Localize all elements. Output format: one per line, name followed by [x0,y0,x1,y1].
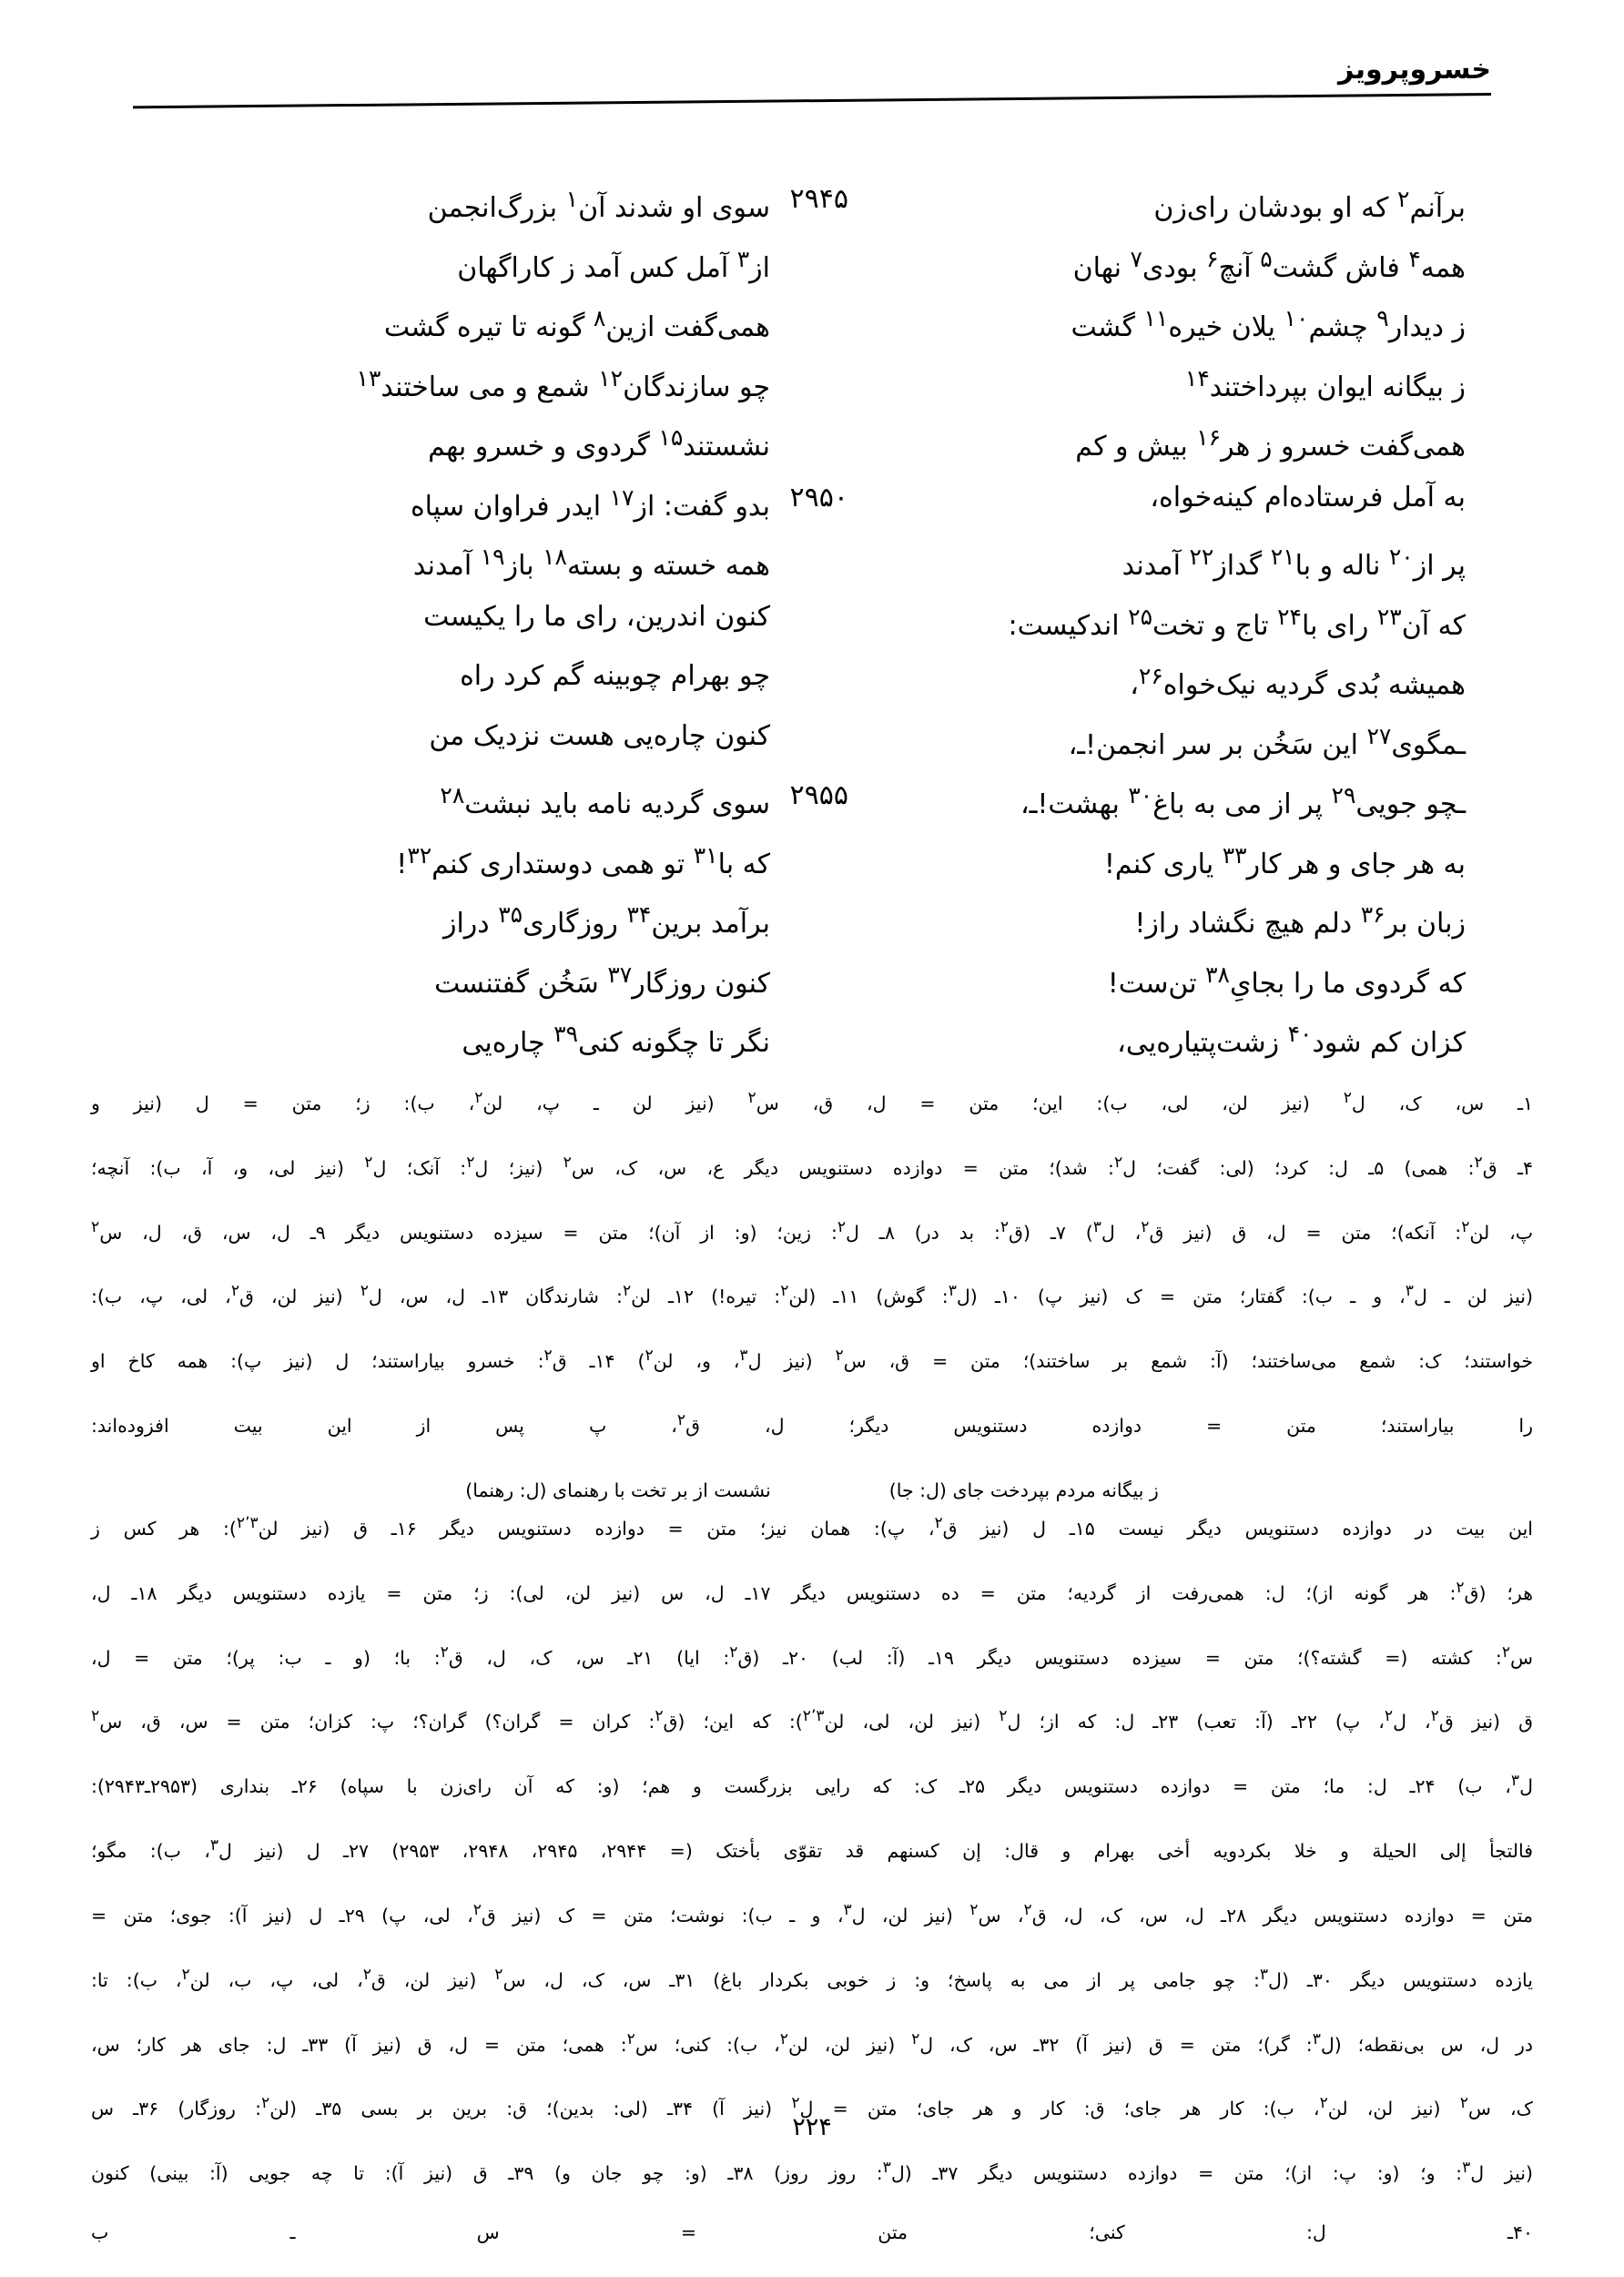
hemistich-first: کنون روزگار$^{۳۷}$ سَخُن گفتنست [434,961,770,1000]
verse-couplet [133,769,1491,829]
hemistich-second: برآنم$^۲$ که او بودشان رای‌زن [1153,186,1466,224]
apparatus-line: متن = دوازده دستنویس دیگر ۲۸ـ ل، س، ک، ل، ق$^۲$، س$^۲$ (نیز لن، ل$^۳$، و ـ ب): نوشت؛ متن = ک (نیز ق$^۲$، لی، پ) ۲۹ـ ل (نیز آ): جوی؛ متن = [91,1900,1533,1926]
hemistich-second: زبان بر$^{۳۶}$ دلم هیچ نگشاد راز! [1134,901,1466,940]
hemistich-first: بدو گفت: از$^{۱۷}$ ایدر فراوان سپاه ۲۹۵۰ [133,472,812,532]
verse-couplet [133,650,1491,710]
hemistich-second: همیشه بُدی گردیه نیک‌خواه$^{۲۶}$، [1130,663,1466,701]
running-head [133,53,1491,95]
inset-hemistich-first: ز بیگانه مردم بپردخت جای (ل: جا) [888,1479,1159,1501]
apparatus-line: ک، س$^۲$ (نیز لن، لن$^۲$، ب): کار هر جای؛ ق: کار و هر جای؛ متن = ل$^۲$ (نیز آ) ۳۴ـ (لی: بدین)؛ ق: برین بر بسی ۳۵ـ (لن$^۲$: روزگار) ۳۶ـ س [91,2094,1534,2120]
hemistich-first: از$^۳$ آمل کس آمد ز کاراگهان [457,245,770,284]
hemistich-second: به آمل فرستاده‌ام کینه‌خواه، [1150,481,1466,513]
hemistich-second: پر از$^{۲۰}$ ناله و با$^{۲۱}$ گداز$^{۲۲}$ آمدند [1122,544,1466,582]
verse-line-number: ۲۹۴۵ [789,183,848,215]
apparatus-line: ۴ـ ق$^۲$: همی) ۵ـ ل: کرد؛ (لی: گفت؛ ل$^۲$: شد)؛ متن = دوازده دستنویس دیگر ع، س، ک، س$^۲$ (نیز؛ ل$^۲$: آنک؛ ل$^۲$ (نیز لی، و، آ، ب): آنچه؛ [91,1153,1533,1179]
verse-couplet [133,710,1491,770]
apparatus-inset-couplet [91,1476,1533,1505]
hemistich-first: کنون چاره‌یی هست نزدیک من [429,719,770,752]
apparatus-line: این بیت در دوازده دستنویس دیگر نیست ۱۵ـ ل (نیز ق$^۲$، پ): همان نیز؛ متن = دوازده دستنویس دیگر ۱۶ـ ق (نیز لن$^{۲٬۳}$): هر کس ز [91,1513,1533,1540]
hemistich-second: به هر جای و هر کار$^{۳۳}$ یاری کنم! [1103,841,1466,880]
running-head-title: خسروپرویز [1338,54,1491,86]
apparatus-line: یازده دستنویس دیگر ۳۰ـ (ل$^۳$: چو جامی پر از می به پاسخ؛ و: ز خوبی بکردار باغ) ۳۱ـ س، ک، ل، س$^۲$ (نیز لن، ق$^۲$، لی، پ، ب، لن$^۲$، ب): تا: [91,1965,1533,1991]
verse-couplet [133,173,1491,233]
hemistich-first: برآمد برین$^{۳۴}$ روزگاری$^{۳۵}$ دراز [442,901,770,940]
verse-couplet [133,591,1491,651]
apparatus-line: هر؛ (ق$^۲$: هر گونه از)؛ ل: همی‌رفت از گردیه؛ متن = ده دستنویس دیگر ۱۷ـ ل، س (نیز لن، لی): ز؛ متن = یازده دستنویس دیگر ۱۸ـ ل، [91,1578,1533,1604]
hemistich-first: همی‌گفت ازین$^۸$ گونه تا تیره گشت [383,305,770,343]
hemistich-first: چو بهرام چوبینه گم کرد راه [460,660,770,692]
hemistich-second: که آن$^{۲۳}$ رای با$^{۲۴}$ تاج و تخت$^{۲۵}$ اندکیست: [1008,603,1466,642]
verse-block [133,173,1491,1059]
hemistich-first: نگر تا چگونه کنی$^{۳۹}$ چاره‌یی [462,1021,770,1059]
verse-couplet [133,949,1491,1009]
hemistich-first: نشستند$^{۱۵}$ گردوی و خسرو بهم [428,424,770,463]
header-rule [133,93,1491,108]
hemistich-second: ـمگوی$^{۲۷}$ این سَخُن بر سر انجمن!ـ، [1068,722,1466,761]
hemistich-second: ز دیدار$^۹$ چشم$^{۱۰}$ یلان خیره$^{۱۱}$ گشت [1071,305,1466,343]
apparatus-line: (نیز ل$^۳$: و؛ (و: پ: از)؛ متن = دوازده دستنویس دیگر ۳۷ـ (ل$^۳$: روز روز) ۳۸ـ (و: چو جان و) ۳۹ـ ق (نیز آ): تا چه جویی (آ: بینی) کنون [91,2159,1533,2185]
apparatus-line: فالتجأ إلی الحیلة و خلا بکردویه أخی بهرام و قال: إن کسنهم قد تقوّی بأختک (= ۲۹۴۴، ۲۹۴۵، ۲۹۴۸، ۲۹۵۳) ۲۷ـ ل (نیز ل$^۳$، ب): مگو؛ [91,1836,1534,1862]
verse-couplet [133,889,1491,949]
verse-line-number: ۲۹۵۰ [789,481,848,513]
inset-hemistich-second: نشست از بر تخت با رهنمای (ل: رهنما) [465,1479,771,1501]
hemistich-second: همه$^۴$ فاش گشت$^۵$ آنچ$^۶$ بودی$^۷$ نهان [1072,245,1466,284]
hemistich-second: ـچو جویی$^{۲۹}$ پر از می به باغ$^{۳۰}$ بهشت!ـ، [1020,782,1466,820]
hemistich-first: کنون اندرین، رای ما را یکیست [423,600,770,633]
apparatus-line: را بیاراستند؛ متن = دوازده دستنویس دیگر؛ ل، ق$^۲$، پ پس از این بیت افزوده‌اند: [91,1411,1533,1437]
apparatus-line: س$^۲$: کشته (= گشته؟)؛ متن = سیزده دستنویس دیگر ۱۹ـ (آ: لب) ۲۰ـ (ق$^۲$: ایا) ۲۱ـ س، ک، ل، ق$^۲$: با؛ (و ـ ب: پر)؛ متن = ل، [91,1642,1534,1669]
folio-number: ۲۲۴ [792,2113,832,2141]
verse-line-number: ۲۹۵۵ [789,779,848,811]
hemistich-second: ز بیگانه ایوان بپرداختند$^{۱۴}$ [1184,364,1466,403]
hemistich-first: همه خسته و بسته$^{۱۸}$ باز$^{۱۹}$ آمدند [412,544,770,582]
hemistich-second: که گردوی ما را بجایِ$^{۳۸}$ تن‌ست! [1107,961,1466,1000]
apparatus-line: ل$^۳$، ب) ۲۴ـ ل: ما؛ متن = دوازده دستنویس دیگر ۲۵ـ ک: که رایی بزرگست و هم؛ (و: که آن رای‌زن با سپاه) ۲۶ـ بنداری (۲۹۵۳ـ۲۹۴۳): [91,1772,1533,1798]
apparatus-line: ق (نیز ق$^۲$، ل$^۲$، پ) ۲۲ـ (آ: تعب) ۲۳ـ ل: که از؛ ل$^۲$ (نیز لن، لی، لن$^{۲٬۳}$): که این؛ (ق$^۲$: کران = گران؟) گران؟؛ پ: کزان؛ متن = س، ق، س$^۲$ [91,1707,1533,1733]
apparatus-criticus [91,1083,1533,2277]
apparatus-line: در ل، س بی‌نقطه؛ (ل$^۳$: گر)؛ متن = ق (نیز آ) ۳۲ـ س، ک، ل$^۲$ (نیز لن، لن$^۲$، ب): کنی؛ س$^۲$: همی؛ متن = ل، ق (نیز آ) ۳۳ـ ل: جای هر کار؛ س، [91,2029,1533,2056]
apparatus-line: (نیز لن ـ ل$^۳$، و ـ ب): گفتار؛ متن = ک (نیز پ) ۱۰ـ (ل$^۳$: گوش) ۱۱ـ (لن$^۲$: تیره!) ۱۲ـ لن$^۲$: شارندگان ۱۳ـ ل، س، ل$^۲$ (نیز لن، ق$^۲$، لی، پ، ب): [91,1282,1534,1308]
verse-couplet [133,233,1491,293]
apparatus-line: خواستند؛ ک: شمع می‌ساختند؛ (آ: شمع بر ساختند)؛ متن = ق، س$^۲$ (نیز ل$^۳$، و، لن$^۲$) ۱۴ـ ق$^۲$: خسرو بیاراستند؛ ل (نیز پ): همه کاخ او [91,1347,1533,1373]
verse-couplet [133,1008,1491,1068]
apparatus-line: ۴۰ـ ل: کنی؛ متن = س ـ ب [91,2221,1533,2244]
hemistich-first: سوی گردیه نامه باید نبشت$^{۲۸}$ ۲۹۵۵ [133,769,812,829]
verse-couplet [133,829,1491,889]
hemistich-second: همی‌گفت خسرو ز هر$^{۱۶}$ بیش و کم [1075,424,1466,463]
apparatus-line: پ، لن$^۲$: آنکه)؛ متن = ل، ق (نیز ق$^۲$، ل$^۳$) ۷ـ (ق$^۲$: بد در) ۸ـ ل$^۲$: زین؛ (و: از آن)؛ متن = سیزده دستنویس دیگر ۹ـ ل، س، ق، ل، س$^۲$ [91,1217,1534,1244]
apparatus-line: ۱ـ س، ک، ل$^۲$ (نیز لن، لی، ب): این؛ متن = ل، ق، س$^۲$ (نیز لن ـ پ، لن$^۲$، ب): ز؛ متن = ل (نیز و [91,1089,1534,1114]
hemistich-first: که با$^{۳۱}$ تو همی دوستداری کنم$^{۳۲}$! [396,841,770,880]
verse-couplet [133,412,1491,472]
hemistich-second: کزان کم شود$^{۴۰}$ زشت‌پتیاره‌یی، [1117,1021,1466,1059]
hemistich-first: چو سازندگان$^{۱۲}$ شمع و می ساختند$^{۱۳}$ [356,364,770,403]
verse-couplet [133,352,1491,412]
verse-couplet [133,472,1491,532]
verse-couplet [133,531,1491,591]
verse-couplet [133,292,1491,352]
hemistich-first: سوی او شدند آن$^۱$ بزرگ‌انجمن ۲۹۴۵ [133,173,812,233]
